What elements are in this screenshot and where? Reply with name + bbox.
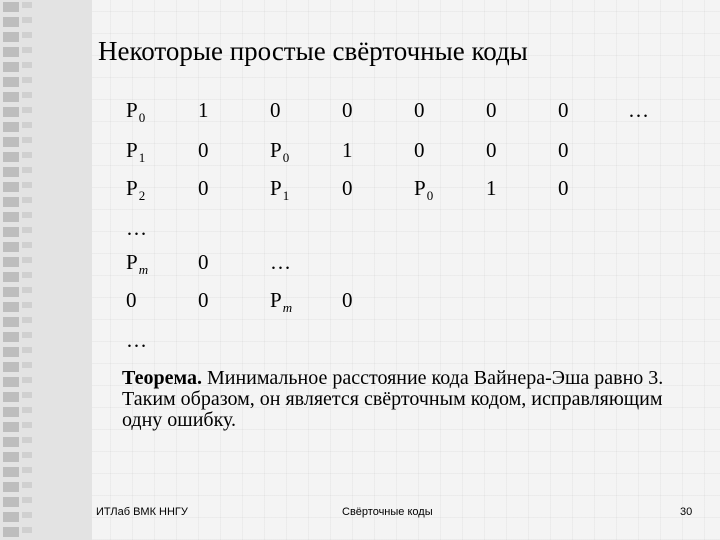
footer-center: Свёрточные коды <box>342 506 433 518</box>
matrix-cell: 0 <box>342 98 353 122</box>
matrix-cell: 0 <box>414 98 425 122</box>
matrix-cell: $P_1$ <box>126 138 146 165</box>
slide-title: Некоторые простые свёрточные коды <box>98 36 528 66</box>
decorative-squares <box>3 2 19 538</box>
matrix-cell: 0 <box>342 176 353 200</box>
matrix-cell: $P_0$ <box>126 98 146 125</box>
matrix-cell: 0 <box>558 176 569 200</box>
matrix-cell: … <box>270 250 291 274</box>
theorem-body: Минимальное расстояние кода Вайнера-Эша равно 3. Таким образом, он является свёрточным кодом, исправляющим одну ошибку. <box>122 367 664 431</box>
theorem-label: Теорема. <box>122 367 202 389</box>
matrix-cell: $P_0$ <box>270 138 290 165</box>
theorem-text <box>122 368 702 431</box>
matrix-cell: $P_2$ <box>126 176 146 203</box>
matrix-cell: … <box>126 216 147 240</box>
matrix-cell: $P_1$ <box>270 176 290 203</box>
matrix-cell: 1 <box>486 176 497 200</box>
decorative-squares-inner <box>22 2 32 538</box>
footer-left: ИТЛаб ВМК ННГУ <box>96 506 188 518</box>
matrix-cell: 1 <box>342 138 353 162</box>
matrix-cell: $P_m$ <box>126 250 149 277</box>
matrix-cell: 0 <box>558 98 569 122</box>
matrix-cell: 0 <box>270 98 281 122</box>
matrix-cell: 0 <box>198 250 209 274</box>
matrix-cell: … <box>126 328 147 352</box>
matrix-cell: 1 <box>198 98 209 122</box>
footer-page-number: 30 <box>680 506 693 518</box>
matrix-cell: 0 <box>342 288 353 312</box>
matrix-cell: $P_0$ <box>414 176 434 203</box>
matrix-cell: 0 <box>198 176 209 200</box>
matrix-cell: … <box>628 98 649 122</box>
matrix-cell: 0 <box>486 138 497 162</box>
matrix-cell: 0 <box>486 98 497 122</box>
decorative-strip <box>0 0 92 540</box>
matrix-cell: 0 <box>414 138 425 162</box>
matrix-cell: 0 <box>126 288 137 312</box>
matrix-cell: 0 <box>558 138 569 162</box>
matrix-cell: 0 <box>198 288 209 312</box>
matrix-cell: $P_m$ <box>270 288 293 315</box>
matrix-cell: 0 <box>198 138 209 162</box>
